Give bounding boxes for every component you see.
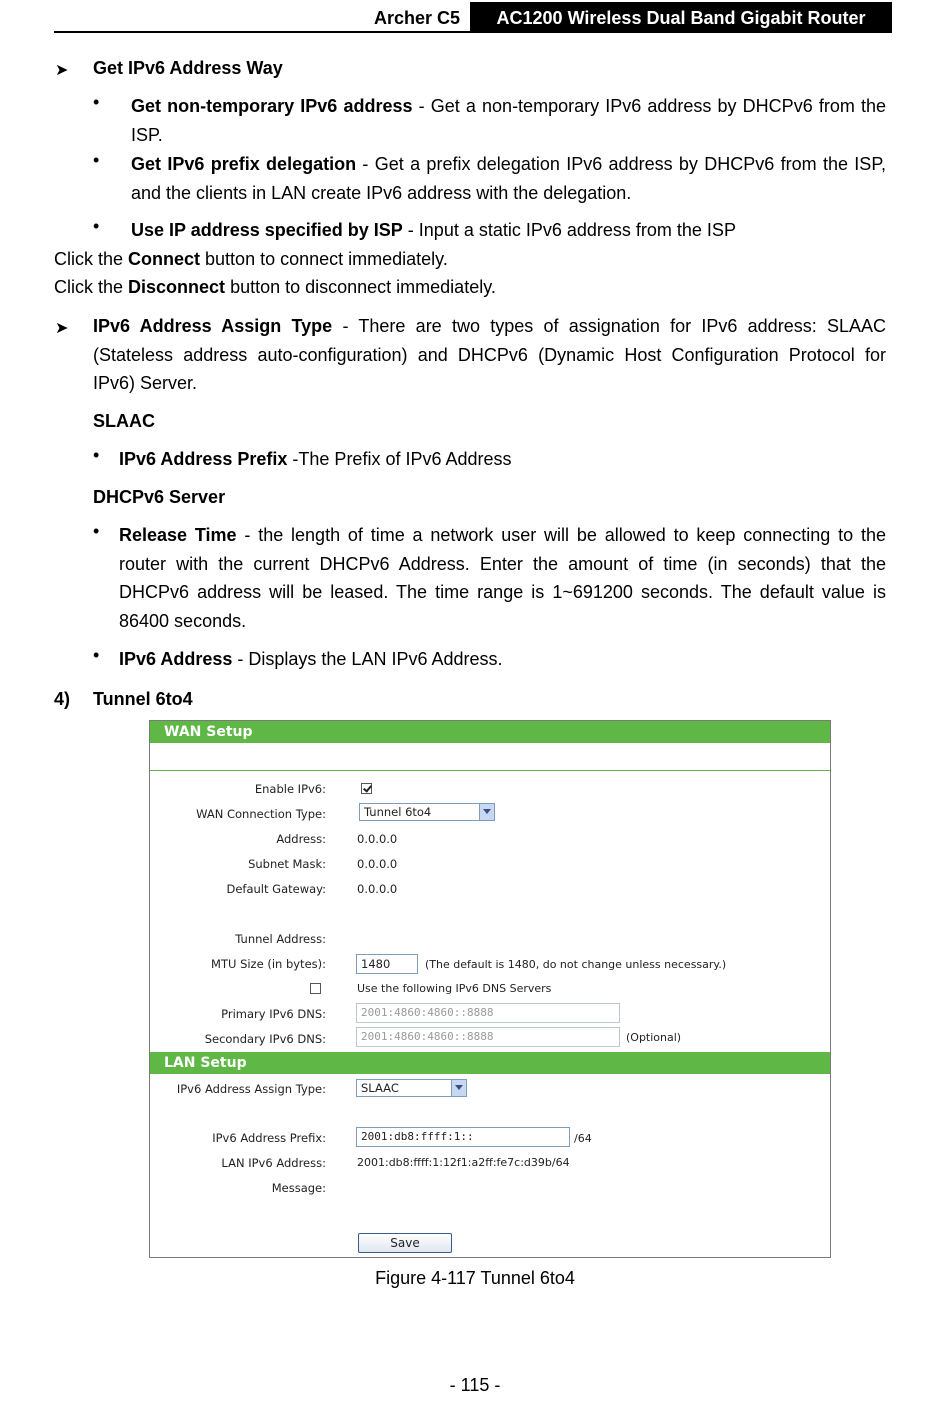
figure-caption: Figure 4-117 Tunnel 6to4 (375, 1268, 575, 1288)
wan-setup-bar: WAN Setup (150, 721, 830, 743)
prefix-input[interactable]: 2001:db8:ffff:1:: (356, 1127, 570, 1147)
bullet-dot-icon: • (93, 445, 100, 465)
mtu-label: MTU Size (in bytes): (211, 957, 326, 971)
mask-value: 0.0.0.0 (357, 857, 398, 871)
prefix-label: IPv6 Address Prefix: (212, 1131, 326, 1145)
conn-type-label: WAN Connection Type: (196, 807, 326, 821)
header-rule (54, 31, 892, 33)
bullet-release-time: Release Time - the length of time a network user will be allowed to keep connecting to the router with the current DHCPv6 Address. Enter the amount of time (in seconds) that the DHCPv6 address will be leased. The time range is 1~691200 seconds. The default value is 86400 seconds. (119, 525, 886, 631)
header-model: Archer C5 (373, 8, 460, 28)
tunnel-address-label: Tunnel Address: (235, 932, 326, 946)
address-label: Address: (276, 832, 326, 846)
prefix-length: /64 (574, 1132, 592, 1145)
primary-dns-input[interactable]: 2001:4860:4860::8888 (356, 1003, 620, 1023)
bullet-isp-address: Use IP address specified by ISP - Input a static IPv6 address from the ISP (131, 220, 736, 240)
lan-setup-bar: LAN Setup (150, 1052, 830, 1074)
bullet-prefix-delegation: Get IPv6 prefix delegation - Get a prefix delegation IPv6 address by DHCPv6 from the ISP, and the clients in LAN create IPv6 address with the delegation. (131, 154, 887, 203)
chevron-down-icon (451, 1080, 466, 1096)
bullet-non-temporary: Get non-temporary IPv6 address - Get a non-temporary IPv6 address by DHCPv6 from the ISP. (131, 96, 886, 145)
enable-ipv6-label: Enable IPv6: (254, 782, 326, 796)
page-number: - 115 - (449, 1375, 501, 1395)
mask-label: Subnet Mask: (248, 857, 326, 871)
primary-dns-label: Primary IPv6 DNS: (221, 1007, 326, 1021)
dns-option-label: Use the following IPv6 DNS Servers (357, 982, 552, 995)
section-number: 4) (54, 689, 71, 709)
bullet-dot-icon: • (93, 150, 100, 170)
arrow-bullet-icon: ➤ (55, 320, 69, 337)
lan-address-value: 2001:db8:ffff:1:12f1:a2ff:fe7c:d39b/64 (357, 1156, 570, 1169)
conn-type-select[interactable]: Tunnel 6to4 (359, 803, 495, 821)
bullet-dot-icon: • (93, 216, 100, 236)
router-screenshot (149, 720, 831, 1258)
bullet-ipv6-address: IPv6 Address - Displays the LAN IPv6 Address. (119, 649, 503, 669)
bullet-dot-icon: • (93, 92, 100, 112)
dns-checkbox[interactable] (310, 983, 321, 994)
connect-note: Click the Connect button to connect immediately. (54, 249, 448, 269)
lan-address-label: LAN IPv6 Address: (221, 1156, 326, 1170)
section-heading-ipv6-way: Get IPv6 Address Way (93, 58, 283, 78)
save-button[interactable]: Save (358, 1233, 452, 1253)
bullet-dot-icon: • (93, 645, 100, 665)
chevron-down-icon (479, 804, 494, 820)
optional-note: (Optional) (626, 1031, 682, 1044)
gateway-value: 0.0.0.0 (357, 882, 398, 896)
gateway-label: Default Gateway: (226, 882, 326, 896)
slaac-heading: SLAAC (93, 411, 155, 431)
arrow-bullet-icon: ➤ (55, 62, 69, 79)
header-title: AC1200 Wireless Dual Band Gigabit Router (470, 2, 892, 33)
secondary-dns-label: Secondary IPv6 DNS: (204, 1032, 326, 1046)
bullet-dot-icon: • (93, 521, 100, 541)
dhcpv6-heading: DHCPv6 Server (93, 487, 226, 507)
mtu-note: (The default is 1480, do not change unless necessary.) (425, 958, 727, 971)
assign-type-label: IPv6 Address Assign Type: (176, 1082, 326, 1096)
enable-ipv6-checkbox[interactable] (361, 783, 372, 794)
assign-type-select[interactable]: SLAAC (356, 1079, 467, 1097)
assign-type-description: IPv6 Address Assign Type - There are two types of assignation for IPv6 address: SLAAC (Stateless address auto-configuration) and DHCPv6 (Dynamic Host Configuration Protocol for IPv6) Server. (93, 316, 886, 394)
wan-divider (150, 770, 830, 771)
section-title-tunnel: Tunnel 6to4 (93, 689, 193, 709)
mtu-input[interactable]: 1480 (356, 954, 418, 974)
message-label: Message: (271, 1181, 326, 1195)
address-value: 0.0.0.0 (357, 832, 398, 846)
disconnect-note: Click the Disconnect button to disconnect immediately. (54, 277, 496, 297)
bullet-address-prefix: IPv6 Address Prefix -The Prefix of IPv6 Address (119, 449, 512, 469)
secondary-dns-input[interactable]: 2001:4860:4860::8888 (356, 1027, 620, 1047)
